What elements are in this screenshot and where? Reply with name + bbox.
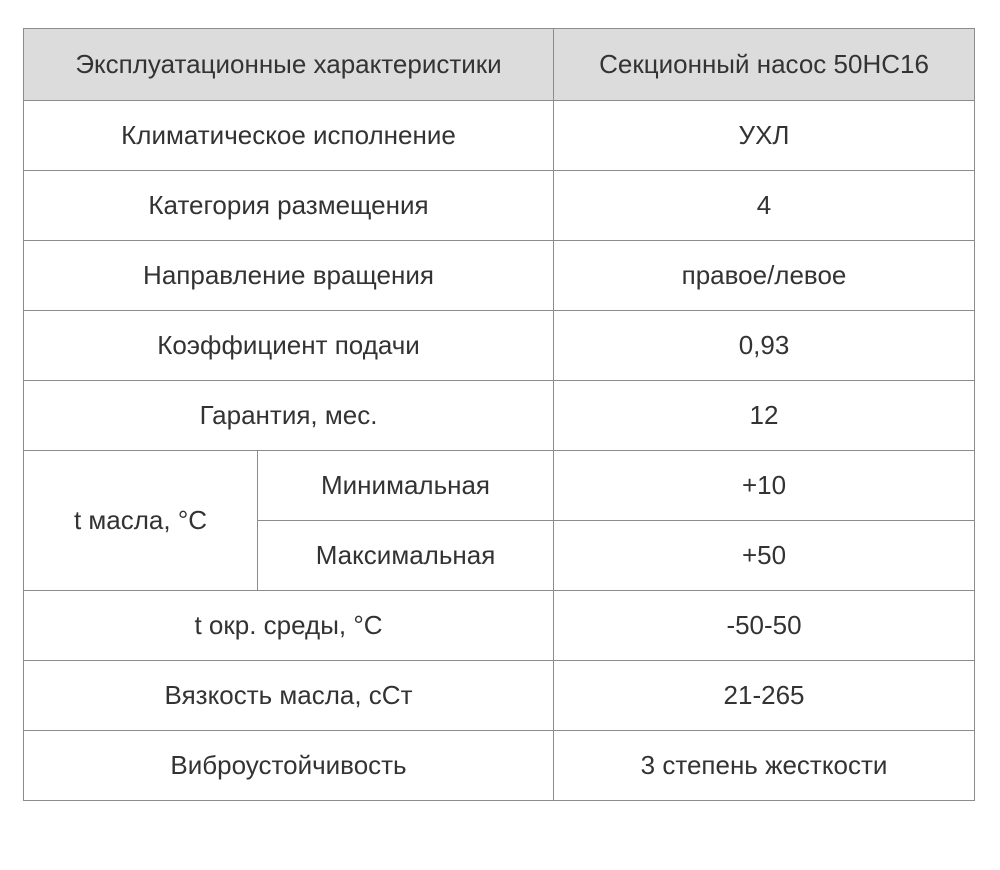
table-row [24,311,975,381]
row-value-cell: 4 [554,171,975,241]
table-header-row [24,29,975,101]
row-param-cell: t окр. среды, °С [24,591,554,661]
table-row [24,241,975,311]
table-row [24,591,975,661]
oil-temp-label-cell: t масла, °С [24,451,258,591]
row-param-cell: Гарантия, мес. [24,381,554,451]
table-row [24,731,975,801]
header-param-cell: Эксплуатационные характеристики [24,29,554,101]
table-row [24,101,975,171]
specifications-table [23,28,975,801]
row-param-cell: Вязкость масла, сСт [24,661,554,731]
row-param-cell: Направление вращения [24,241,554,311]
table-row [24,171,975,241]
oil-temp-min-label-cell: Минимальная [258,451,554,521]
row-param-cell: Климатическое исполнение [24,101,554,171]
oil-temp-min-value-cell: +10 [554,451,975,521]
row-value-cell: 21-265 [554,661,975,731]
header-value-cell: Секционный насос 50НС16 [554,29,975,101]
table-row-oil-temp-min [24,451,975,521]
row-value-cell: 12 [554,381,975,451]
oil-temp-max-value-cell: +50 [554,521,975,591]
row-param-cell: Коэффициент подачи [24,311,554,381]
row-value-cell: УХЛ [554,101,975,171]
row-value-cell: 0,93 [554,311,975,381]
row-value-cell: 3 степень жесткости [554,731,975,801]
table-row [24,661,975,731]
row-value-cell: правое/левое [554,241,975,311]
row-param-cell: Категория размещения [24,171,554,241]
row-param-cell: Виброустойчивость [24,731,554,801]
oil-temp-max-label-cell: Максимальная [258,521,554,591]
table-row [24,381,975,451]
row-value-cell: -50-50 [554,591,975,661]
